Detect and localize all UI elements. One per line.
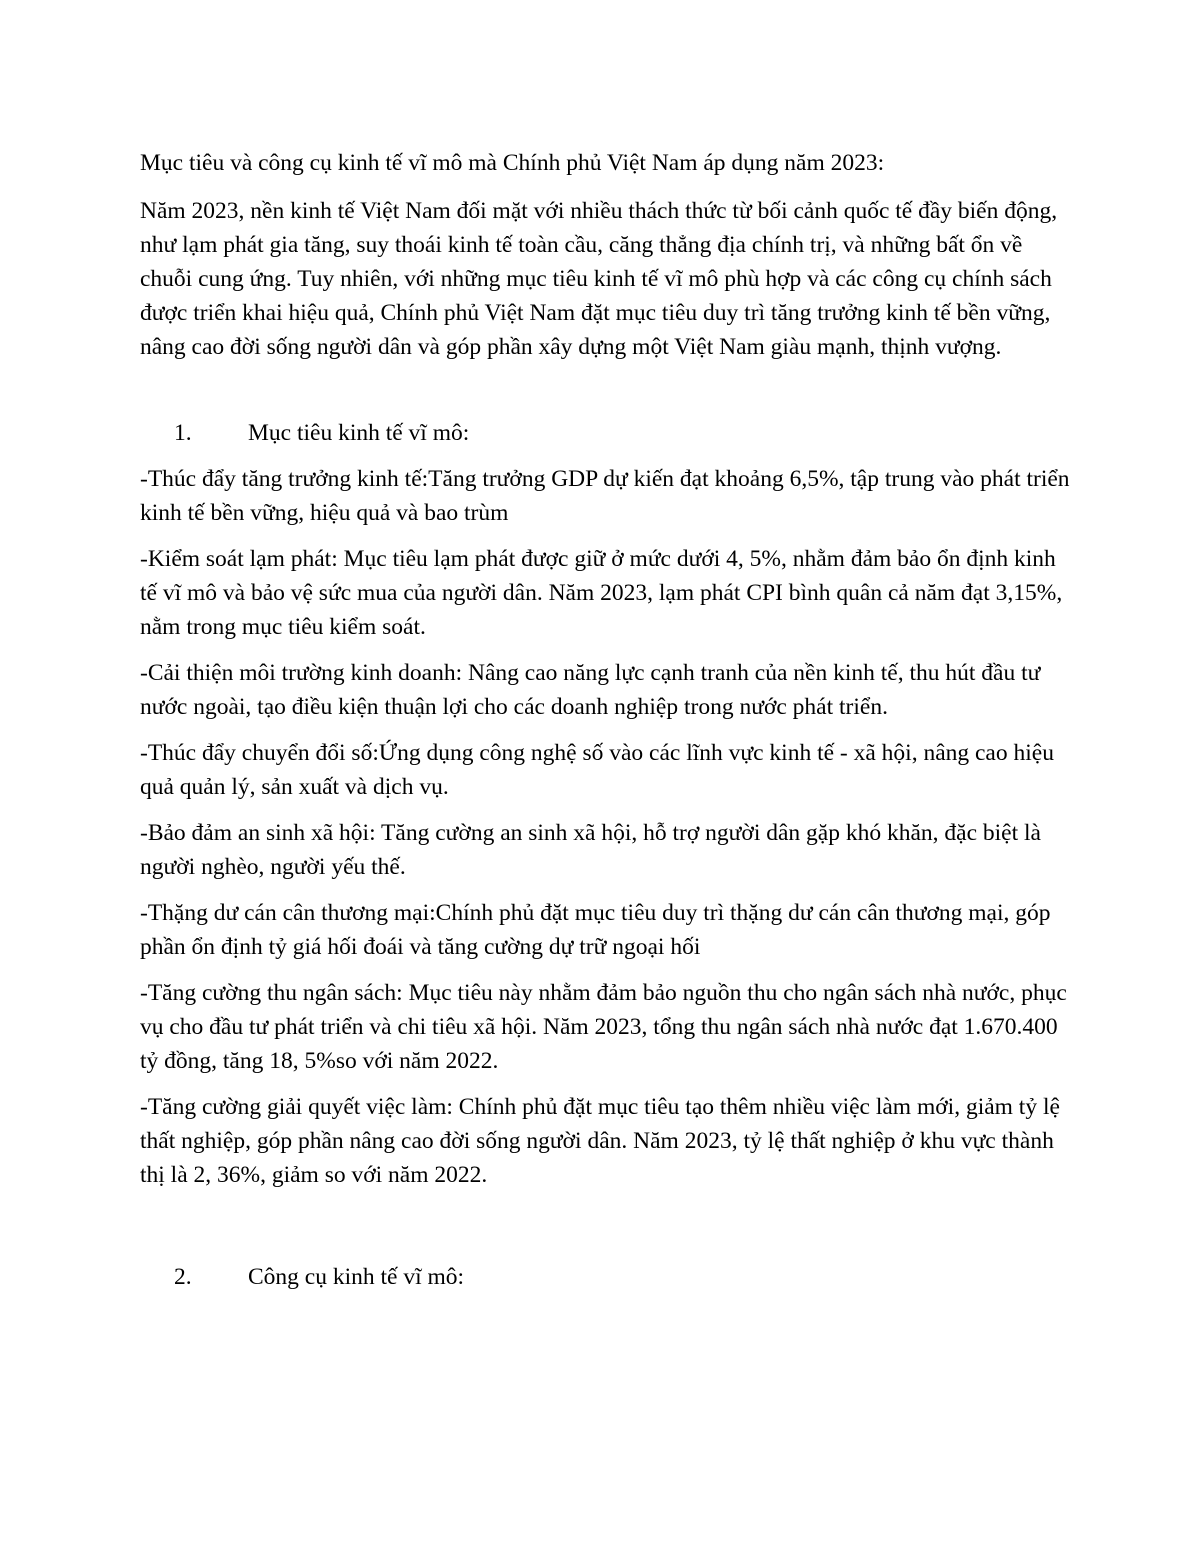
list-item-social-security: -Bảo đảm an sinh xã hội: Tăng cường an sinh xã hội, hỗ trợ người dân gặp khó khăn, đặc biệt là người nghèo, người yếu thế. [140, 820, 1041, 880]
list-item-gdp-growth: -Thúc đẩy tăng trưởng kinh tế:Tăng trưởng GDP dự kiến đạt khoảng 6,5%, tập trung vào phát triển kinh tế bền vững, hiệu quả và bao trùm [140, 466, 1070, 526]
list-item-business-environment: -Cải thiện môi trường kinh doanh: Nâng cao năng lực cạnh tranh của nền kinh tế, thu hút đầu tư nước ngoài, tạo điều kiện thuận lợi cho các doanh nghiệp trong nước phát triển. [140, 660, 1041, 720]
intro-paragraph: Năm 2023, nền kinh tế Việt Nam đối mặt với nhiều thách thức từ bối cảnh quốc tế đầy biến động, như lạm phát gia tăng, suy thoái kinh tế toàn cầu, căng thẳng địa chính trị, và những bất ổn về chuỗi cung ứng. Tuy nhiên, với những mục tiêu kinh tế vĩ mô phù hợp và các công cụ chính sách được triển khai hiệu quả, Chính phủ Việt Nam đặt mục tiêu duy trì tăng trưởng kinh tế bền vững, nâng cao đời sống người dân và góp phần xây dựng một Việt Nam giàu mạnh, thịnh vượng. [140, 198, 1058, 360]
spacer [140, 1204, 1070, 1260]
section-number: 1. [174, 420, 192, 446]
list-item-trade-surplus: -Thặng dư cán cân thương mại:Chính phủ đặt mục tiêu duy trì thặng dư cán cân thương mại, góp phần ổn định tỷ giá hối đoái và tăng cường dự trữ ngoại hối [140, 900, 1051, 960]
list-item-employment: -Tăng cường giải quyết việc làm: Chính phủ đặt mục tiêu tạo thêm nhiều việc làm mới, giảm tỷ lệ thất nghiệp, góp phần nâng cao đời sống người dân. Năm 2023, tỷ lệ thất nghiệp ở khu vực thành thị là 2, 36%, giảm so với năm 2022. [140, 1094, 1060, 1188]
section-heading-text: Công cụ kinh tế vĩ mô: [248, 1264, 465, 1290]
list-item-budget-revenue: -Tăng cường thu ngân sách: Mục tiêu này nhằm đảm bảo nguồn thu cho ngân sách nhà nước, phục vụ cho đầu tư phát triển và chi tiêu xã hội. Năm 2023, tổng thu ngân sách nhà nước đạt 1.670.400 tỷ đồng, tăng 18, 5%so với năm 2022. [140, 980, 1067, 1074]
spacer [140, 364, 1070, 416]
document-title: Mục tiêu và công cụ kinh tế vĩ mô mà Chính phủ Việt Nam áp dụng năm 2023: [140, 150, 885, 176]
section-number: 2. [174, 1264, 192, 1290]
list-item-inflation-control: -Kiểm soát lạm phát: Mục tiêu lạm phát được giữ ở mức dưới 4, 5%, nhằm đảm bảo ổn định kinh tế vĩ mô và bảo vệ sức mua của người dân. Năm 2023, lạm phát CPI bình quân cả năm đạt 3,15%, nằm trong mục tiêu kiểm soát. [140, 546, 1063, 640]
section-heading-2 [140, 1260, 1070, 1294]
section-heading-text: Mục tiêu kinh tế vĩ mô: [248, 420, 470, 446]
list-item-digital-transformation: -Thúc đẩy chuyển đổi số:Ứng dụng công nghệ số vào các lĩnh vực kinh tế - xã hội, nâng cao hiệu quả quản lý, sản xuất và dịch vụ. [140, 740, 1054, 800]
section-heading-1 [140, 416, 1070, 450]
document-body [140, 146, 1070, 1306]
